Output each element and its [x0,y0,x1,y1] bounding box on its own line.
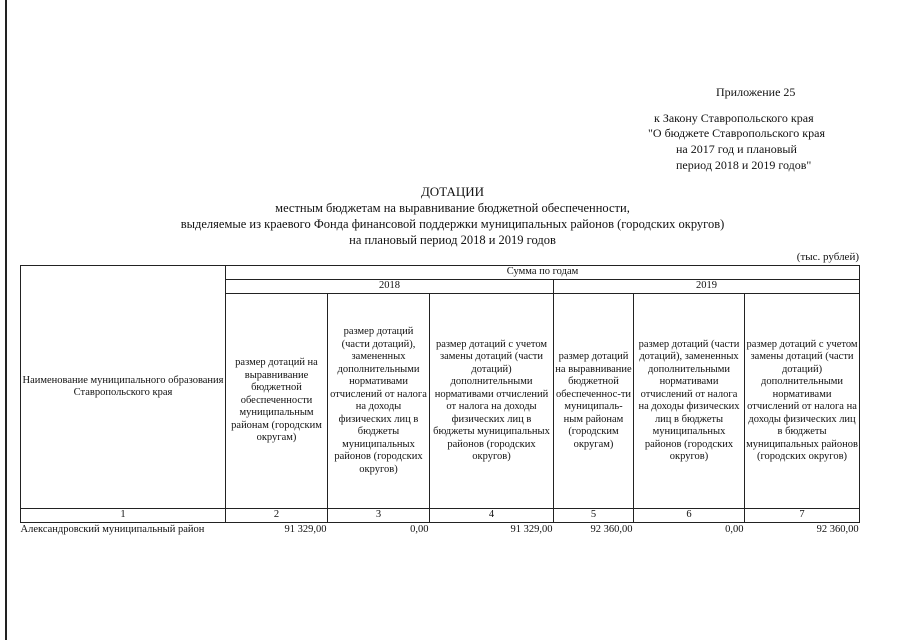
header-year-2018: 2018 [226,280,554,294]
header-sum-by-years: Сумма по годам [226,266,860,280]
document-title: ДОТАЦИИ [420,184,485,199]
column-number: 2 [226,509,328,523]
document-subtitle-line1: местным бюджетам на выравнивание бюджетной обеспеченности, [275,201,630,215]
appendix-law-title-line2: на 2017 год и плановый [676,142,797,156]
document-subtitle-line2: выделяемые из краевого Фонда финансовой поддержки муниципальных районов (городских округов) [180,217,725,231]
appendix-law-line: к Закону Ставропольского края [654,111,814,125]
header-col-2018-replaced: размер дотаций (части дотаций), замененных дополнительными нормативами отчислений от налога на доходы физических лиц в бюджеты муниципальных районов (городских округов) [328,294,430,509]
appendix-law-title-line1: "О бюджете Ставропольского края [648,126,825,140]
row-value: 0,00 [725,524,744,535]
header-col-2019-with-replacement: размер дотаций с учетом замены дотаций (части дотаций) дополнительными нормативами отчислений от налога на доходы физических лиц в бюджеты муниципальных районов (городских округов) [745,294,860,509]
header-col-2018-equalization: размер дотаций на выравнивание бюджетной обеспеченности муниципальным районам (городским округам) [226,294,328,509]
column-number: 4 [430,509,554,523]
column-number: 1 [21,509,226,523]
row-value: 92 360,00 [816,524,859,535]
appendix-number: Приложение 25 [716,85,796,99]
page-edge-line [5,0,7,640]
units-label: (тыс. рублей) [796,251,859,263]
dotations-table [20,265,860,537]
table-row [21,523,860,537]
header-col-2019-equalization: размер дотаций на выравнивание бюджетной обеспеченнос-ти муниципаль-ным районам (городским округам) [554,294,634,509]
column-number: 6 [634,509,745,523]
column-number: 3 [328,509,430,523]
row-value: 91 329,00 [510,524,553,535]
header-year-2019: 2019 [554,280,860,294]
column-number: 7 [745,509,860,523]
header-municipality-name: Наименование муниципального образования Ставропольского края [21,266,226,509]
row-municipality-name: Александровский муниципальный район [20,524,205,535]
document-subtitle-line3: на плановый период 2018 и 2019 годов [349,233,556,247]
row-value: 92 360,00 [590,524,633,535]
row-value: 91 329,00 [284,524,327,535]
header-col-2018-with-replacement: размер дотаций с учетом замены дотаций (части дотаций) дополнительными нормативами отчислений от налога на доходы физических лиц в бюджеты муниципальных районов (городских округов) [430,294,554,509]
header-col-2019-replaced: размер дотаций (части дотаций), замененных дополнительными нормативами отчислений от налога на доходы физических лиц в бюджеты муниципальных районов (городских округов) [634,294,745,509]
column-number: 5 [554,509,634,523]
appendix-law-title-line3: период 2018 и 2019 годов" [676,158,812,172]
row-value: 0,00 [410,524,429,535]
